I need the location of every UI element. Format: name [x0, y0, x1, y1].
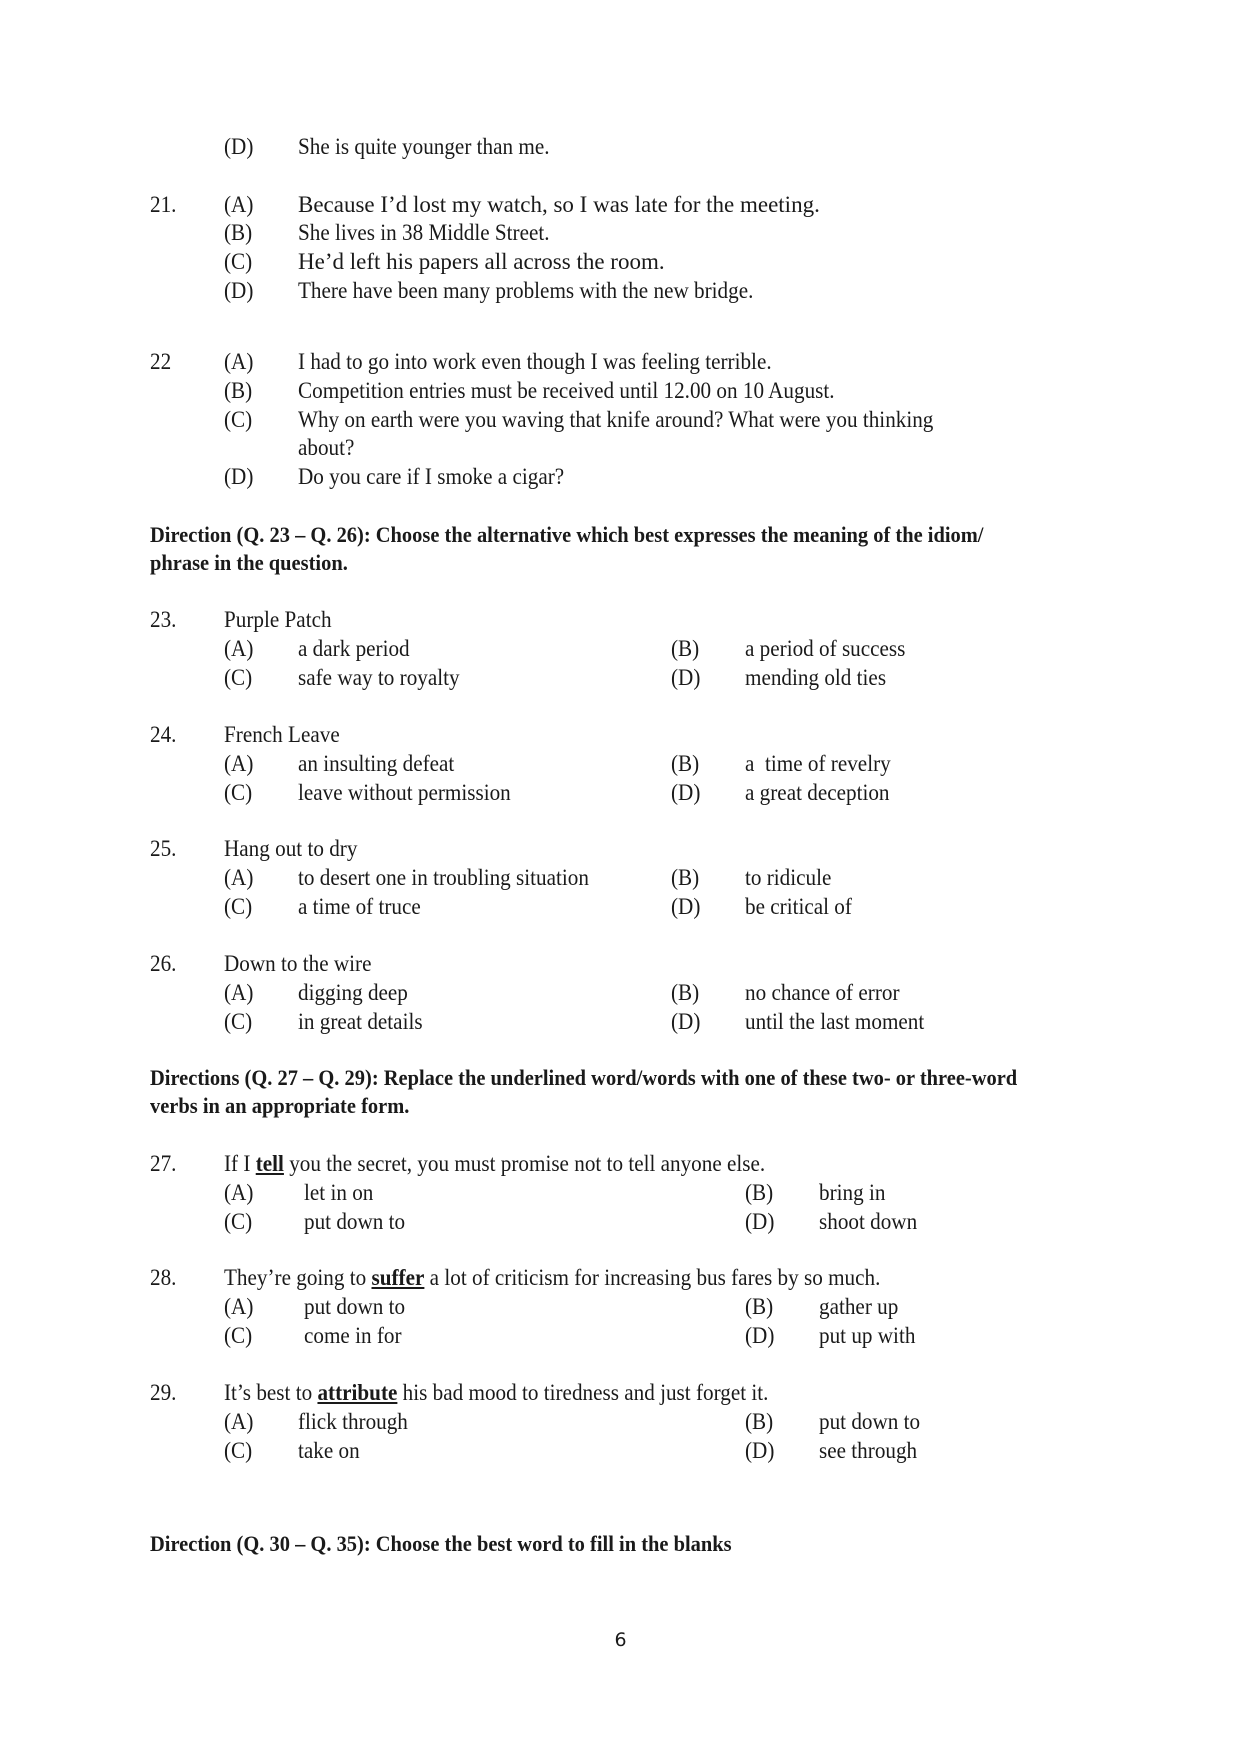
- q22-letter-d: (D): [224, 464, 254, 489]
- q26-option-a: digging deep: [298, 980, 408, 1005]
- q26-letter-c: (C): [224, 1009, 253, 1034]
- direction-phrasal-verbs: Directions (Q. 27 – Q. 29): Replace the underlined word/words with one of these two- or three-word verbs in an appropriate form.: [150, 1065, 1018, 1118]
- q27-stem-post: you the secret, you must promise not to tell anyone else.: [283, 1151, 766, 1176]
- q29-option-b: put down to: [819, 1409, 921, 1434]
- q25-number: 25.: [150, 836, 177, 861]
- q27-option-a: let in on: [304, 1180, 374, 1205]
- q22-option-c-line1: Why on earth were you waving that knife around? What were you thinking: [298, 407, 934, 432]
- q26-option-c: in great details: [298, 1009, 423, 1034]
- q22-number: 22: [150, 349, 172, 374]
- q28-stem-post: a lot of criticism for increasing bus fares by so much.: [424, 1265, 881, 1290]
- q26-phrase: Down to the wire: [224, 951, 372, 976]
- q28-option-b: gather up: [819, 1294, 899, 1319]
- q23-letter-a: (A): [224, 636, 254, 661]
- q29-stem-pre: It’s best to: [224, 1380, 318, 1405]
- q28-option-d: put up with: [819, 1323, 916, 1348]
- q27-stem: [224, 1150, 765, 1178]
- q21-option-c: He’d left his papers all across the room.: [298, 249, 665, 274]
- q22-letter-a: (A): [224, 349, 254, 374]
- q25-letter-a: (A): [224, 865, 254, 890]
- q27-letter-b: (B): [745, 1180, 774, 1205]
- q25-letter-d: (D): [671, 894, 701, 919]
- q24-letter-a: (A): [224, 751, 254, 776]
- q21-letter-a: (A): [224, 192, 254, 217]
- q26-letter-b: (B): [671, 980, 700, 1005]
- q24-option-c: leave without permission: [298, 780, 511, 805]
- q23-number: 23.: [150, 607, 177, 632]
- q28-underlined-word: suffer: [371, 1265, 425, 1290]
- q26-option-b: no chance of error: [745, 980, 900, 1005]
- q29-option-d: see through: [819, 1438, 918, 1463]
- q25-phrase: Hang out to dry: [224, 836, 358, 861]
- q22-option-d: Do you care if I smoke a cigar?: [298, 464, 565, 489]
- q24-option-b: a time of revelry: [745, 751, 891, 776]
- direction-fill-blanks: Direction (Q. 30 – Q. 35): Choose the best word to fill in the blanks: [150, 1531, 732, 1556]
- q29-letter-d: (D): [745, 1438, 775, 1463]
- q27-letter-a: (A): [224, 1180, 254, 1205]
- q28-stem-pre: They’re going to: [224, 1265, 372, 1290]
- q28-letter-d: (D): [745, 1323, 775, 1348]
- q21-option-b: She lives in 38 Middle Street.: [298, 220, 550, 245]
- q21-letter-c: (C): [224, 249, 253, 274]
- q27-letter-d: (D): [745, 1209, 775, 1234]
- q29-letter-b: (B): [745, 1409, 774, 1434]
- q24-option-a: an insulting defeat: [298, 751, 455, 776]
- q23-letter-b: (B): [671, 636, 700, 661]
- q25-letter-b: (B): [671, 865, 700, 890]
- q22-option-c-line2: about?: [298, 435, 355, 460]
- q22-letter-b: (B): [224, 378, 253, 403]
- q24-phrase: French Leave: [224, 722, 340, 747]
- q24-option-d: a great deception: [745, 780, 890, 805]
- q27-option-d: shoot down: [819, 1209, 918, 1234]
- q27-letter-c: (C): [224, 1209, 253, 1234]
- q29-option-a: flick through: [298, 1409, 408, 1434]
- q27-option-c: put down to: [304, 1209, 406, 1234]
- q22-option-a: I had to go into work even though I was feeling terrible.: [298, 349, 772, 374]
- q21-letter-d: (D): [224, 278, 254, 303]
- q24-number: 24.: [150, 722, 177, 747]
- page-number: 6: [614, 1629, 627, 1651]
- q21-option-a: Because I’d lost my watch, so I was late for the meeting.: [298, 192, 820, 217]
- q28-stem: [224, 1264, 880, 1292]
- q25-option-d: be critical of: [745, 894, 852, 919]
- q26-option-d: until the last moment: [745, 1009, 925, 1034]
- q26-letter-d: (D): [671, 1009, 701, 1034]
- q25-option-b: to ridicule: [745, 865, 832, 890]
- q27-number: 27.: [150, 1151, 177, 1176]
- q26-number: 26.: [150, 951, 177, 976]
- q28-letter-a: (A): [224, 1294, 254, 1319]
- q28-letter-c: (C): [224, 1323, 253, 1348]
- direction-idioms: Direction (Q. 23 – Q. 26): Choose the alternative which best expresses the meaning of the idiom/ phrase in the question.: [150, 522, 984, 575]
- q24-letter-b: (B): [671, 751, 700, 776]
- q23-option-d: mending old ties: [745, 665, 887, 690]
- q23-option-c: safe way to royalty: [298, 665, 460, 690]
- q25-option-c: a time of truce: [298, 894, 421, 919]
- q20-option-d-letter: (D): [224, 134, 254, 159]
- q28-number: 28.: [150, 1265, 177, 1290]
- q29-underlined-word: attribute: [317, 1380, 398, 1405]
- q23-letter-d: (D): [671, 665, 701, 690]
- q27-stem-pre: If I: [224, 1151, 256, 1176]
- q25-option-a: to desert one in troubling situation: [298, 865, 589, 890]
- q28-option-a: put down to: [304, 1294, 406, 1319]
- q27-underlined-word: tell: [255, 1151, 284, 1176]
- q22-option-b: Competition entries must be received until 12.00 on 10 August.: [298, 378, 835, 403]
- q29-letter-c: (C): [224, 1438, 253, 1463]
- q23-letter-c: (C): [224, 665, 253, 690]
- q24-letter-d: (D): [671, 780, 701, 805]
- q29-number: 29.: [150, 1380, 177, 1405]
- q23-phrase: Purple Patch: [224, 607, 332, 632]
- q20-option-d: She is quite younger than me.: [298, 134, 550, 159]
- q21-option-d: There have been many problems with the new bridge.: [298, 278, 754, 303]
- q29-option-c: take on: [298, 1438, 360, 1463]
- q21-number: 21.: [150, 192, 177, 217]
- q21-letter-b: (B): [224, 220, 253, 245]
- q26-letter-a: (A): [224, 980, 254, 1005]
- q28-letter-b: (B): [745, 1294, 774, 1319]
- q25-letter-c: (C): [224, 894, 253, 919]
- q29-stem: [224, 1379, 768, 1407]
- q29-letter-a: (A): [224, 1409, 254, 1434]
- q27-option-b: bring in: [819, 1180, 886, 1205]
- q24-letter-c: (C): [224, 780, 253, 805]
- q28-option-c: come in for: [304, 1323, 402, 1348]
- q29-stem-post: his bad mood to tiredness and just forget it.: [397, 1380, 769, 1405]
- q23-option-b: a period of success: [745, 636, 906, 661]
- q23-option-a: a dark period: [298, 636, 410, 661]
- q22-letter-c: (C): [224, 407, 253, 432]
